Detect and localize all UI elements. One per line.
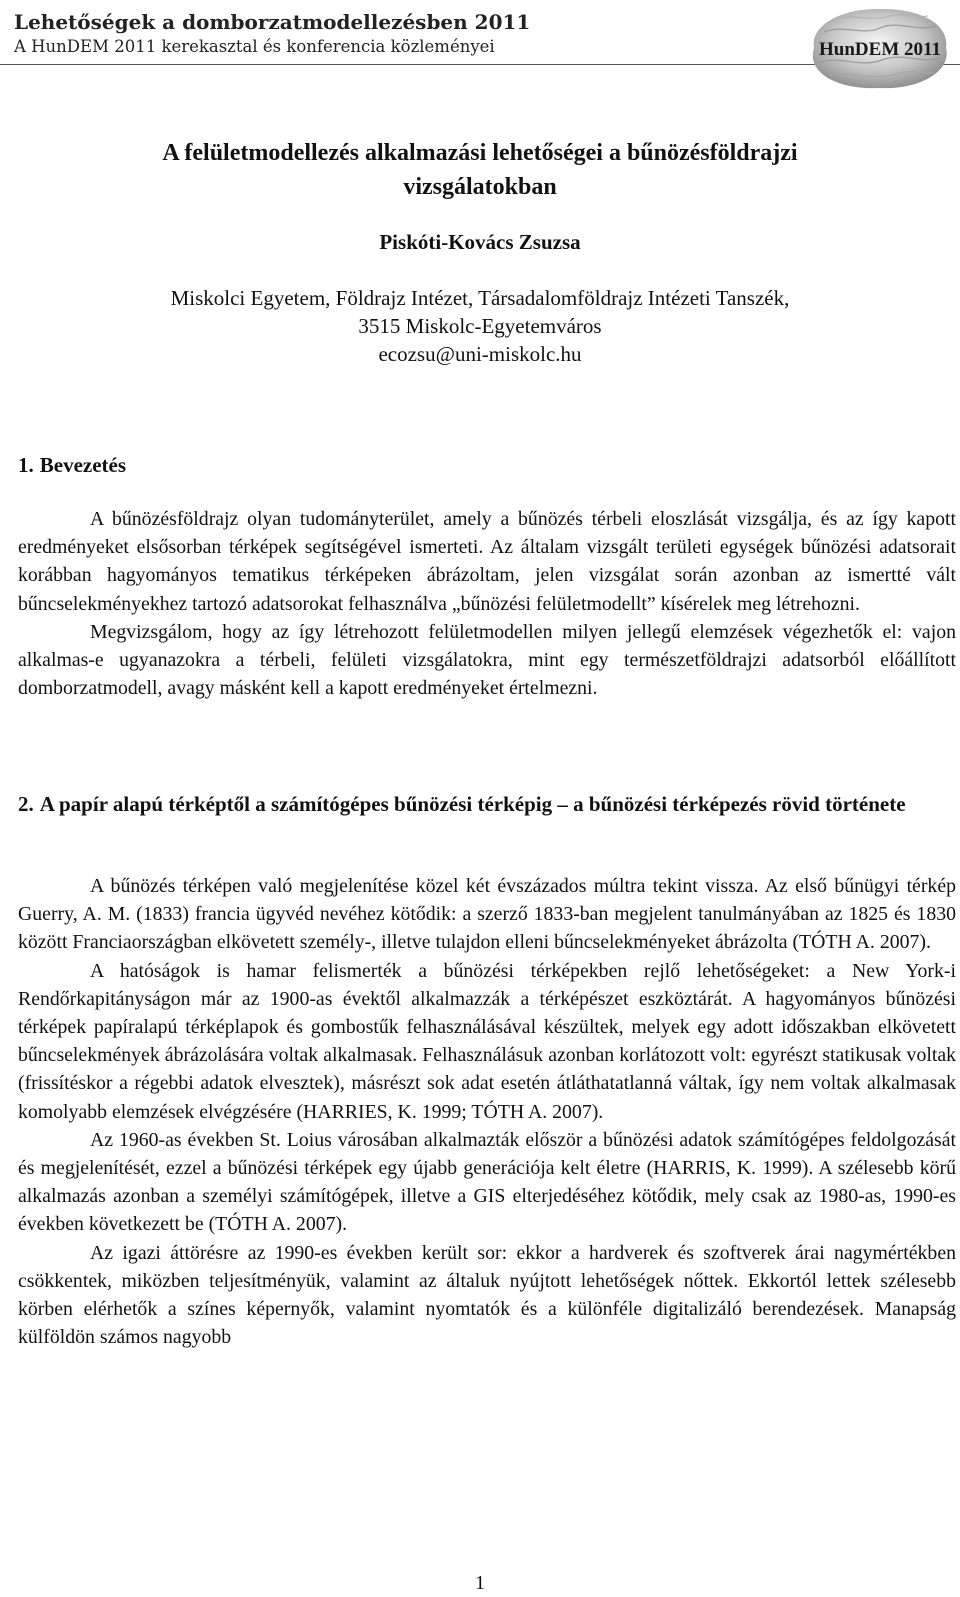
section-2-paragraph: A hatóságok is hamar felismerték a bűnözési térképekben rejlő lehetőségeket: a New York-i Rendőrkapitányságon már az 1900-as évektől alkalmazzák a térképészet eszköztárát. A hagyományos bűnözési térképek papíralapú térképlapok és gombostűk felhasználásával készültek, melyek egy adott időszakban elkövetett bűncselekmények ábrázolására voltak alkalmasak. Felhasználásuk azonban korlátozott volt: egyrészt statikusak voltak (frissítéskor a régebbi adatok elvesztek), másrészt sok adat esetén átláthatatlanná váltak, így nem voltak alkalmasak komolyabb elemzések elvégzésére (HARRIES, K. 1999; TÓTH A. 2007). [18, 959, 956, 1123]
journal-subtitle: A HunDEM 2011 kerekasztal és konferencia közleményei [14, 37, 495, 56]
section-1-body [18, 505, 956, 702]
author-email: ecozsu@uni-miskolc.hu [378, 342, 582, 366]
affiliation-line-2: 3515 Miskolc-Egyetemváros [358, 314, 602, 338]
paper-title-line-1: A felületmodellezés alkalmazási lehetőségei a bűnözésföldrajzi [162, 140, 798, 166]
paper-title-line-2: vizsgálatokban [403, 174, 557, 200]
section-2-title: A papír alapú térképtől a számítógépes bűnözési térképig – a bűnözési térképezés rövid története [39, 792, 906, 816]
section-1-heading [18, 450, 956, 481]
section-2-heading [18, 789, 956, 820]
logo-text: HunDEM 2011 [819, 39, 941, 60]
section-2-paragraph: A bűnözés térképen való megjelenítése közel két évszázados múltra tekint vissza. Az első bűnügyi térkép Guerry, A. M. (1833) francia ügyvéd nevéhez kötődik: a szerző 1833-ban megjelent tanulmányában az 1825 és 1830 között Franciaországban elkövetett személy-, illetve tulajdon elleni bűncselekményeket ábrázolta (TÓTH A. 2007). [18, 875, 956, 954]
affiliation [60, 284, 900, 368]
section-1-title: Bevezetés [39, 453, 127, 477]
section-2-paragraph: Az igazi áttörésre az 1990-es években került sor: ekkor a hardverek és szoftverek árai nagymértékben csökkentek, miközben teljesítményük, valamint az általuk nyújtott lehetőségek nőttek. Ekkortól lettek szélesebb körben elérhetők a színes képernyők, valamint nyomtatók és a különféle digitalizáló berendezések. Manapság külföldön számos nagyobb [18, 1241, 956, 1349]
section-2-number: 2. [18, 792, 34, 816]
paper-title [60, 136, 900, 204]
hundem-logo [800, 2, 956, 94]
page-number: 1 [475, 1572, 485, 1594]
section-2-paragraph: Az 1960-as években St. Loius városában alkalmazták először a bűnözési adatok számítógépes feldolgozását és megjelenítését, ezzel a bűnözési térképek egy újabb generációja kelt életre (HARRIS, K. 1999). A szélesebb körű alkalmazás azonban a személyi számítógépek, illetve a GIS elterjedéséhez kötődik, mely csak az 1980-as, 1990-es években következett be (TÓTH A. 2007). [18, 1128, 956, 1236]
section-2-body [18, 872, 956, 1351]
journal-title: Lehetőségek a domborzatmodellezésben 2011 [14, 10, 531, 34]
section-1-number: 1. [18, 453, 34, 477]
author: Piskóti-Kovács Zsuzsa [379, 230, 581, 254]
section-1-paragraph: Megvizsgálom, hogy az így létrehozott felületmodellen milyen jellegű elemzések végezhetők el: vajon alkalmas-e ugyanazokra a térbeli, felületi vizsgálatokra, mint egy természetföldrajzi adatsorból előállított domborzatmodell, avagy másként kell a kapott eredményeket értelmezni. [18, 620, 956, 700]
affiliation-line-1: Miskolci Egyetem, Földrajz Intézet, Társadalomföldrajz Intézeti Tanszék, [170, 286, 790, 310]
section-1-paragraph: A bűnözésföldrajz olyan tudományterület, amely a bűnözés térbeli eloszlását vizsgálja, és az így kapott eredményeket elsősorban térképek segítségével ismerteti. Az általam vizsgált területi egységek bűnözési adatsorait korábban hagyományos tematikus térképeken ábrázoltam, jelen vizsgálat során azonban az ismertté vált bűncselekményekhez tartozó adatsorokat felhasználva „bűnözési felületmodellt” kísérelek meg létrehozni. [18, 508, 956, 615]
